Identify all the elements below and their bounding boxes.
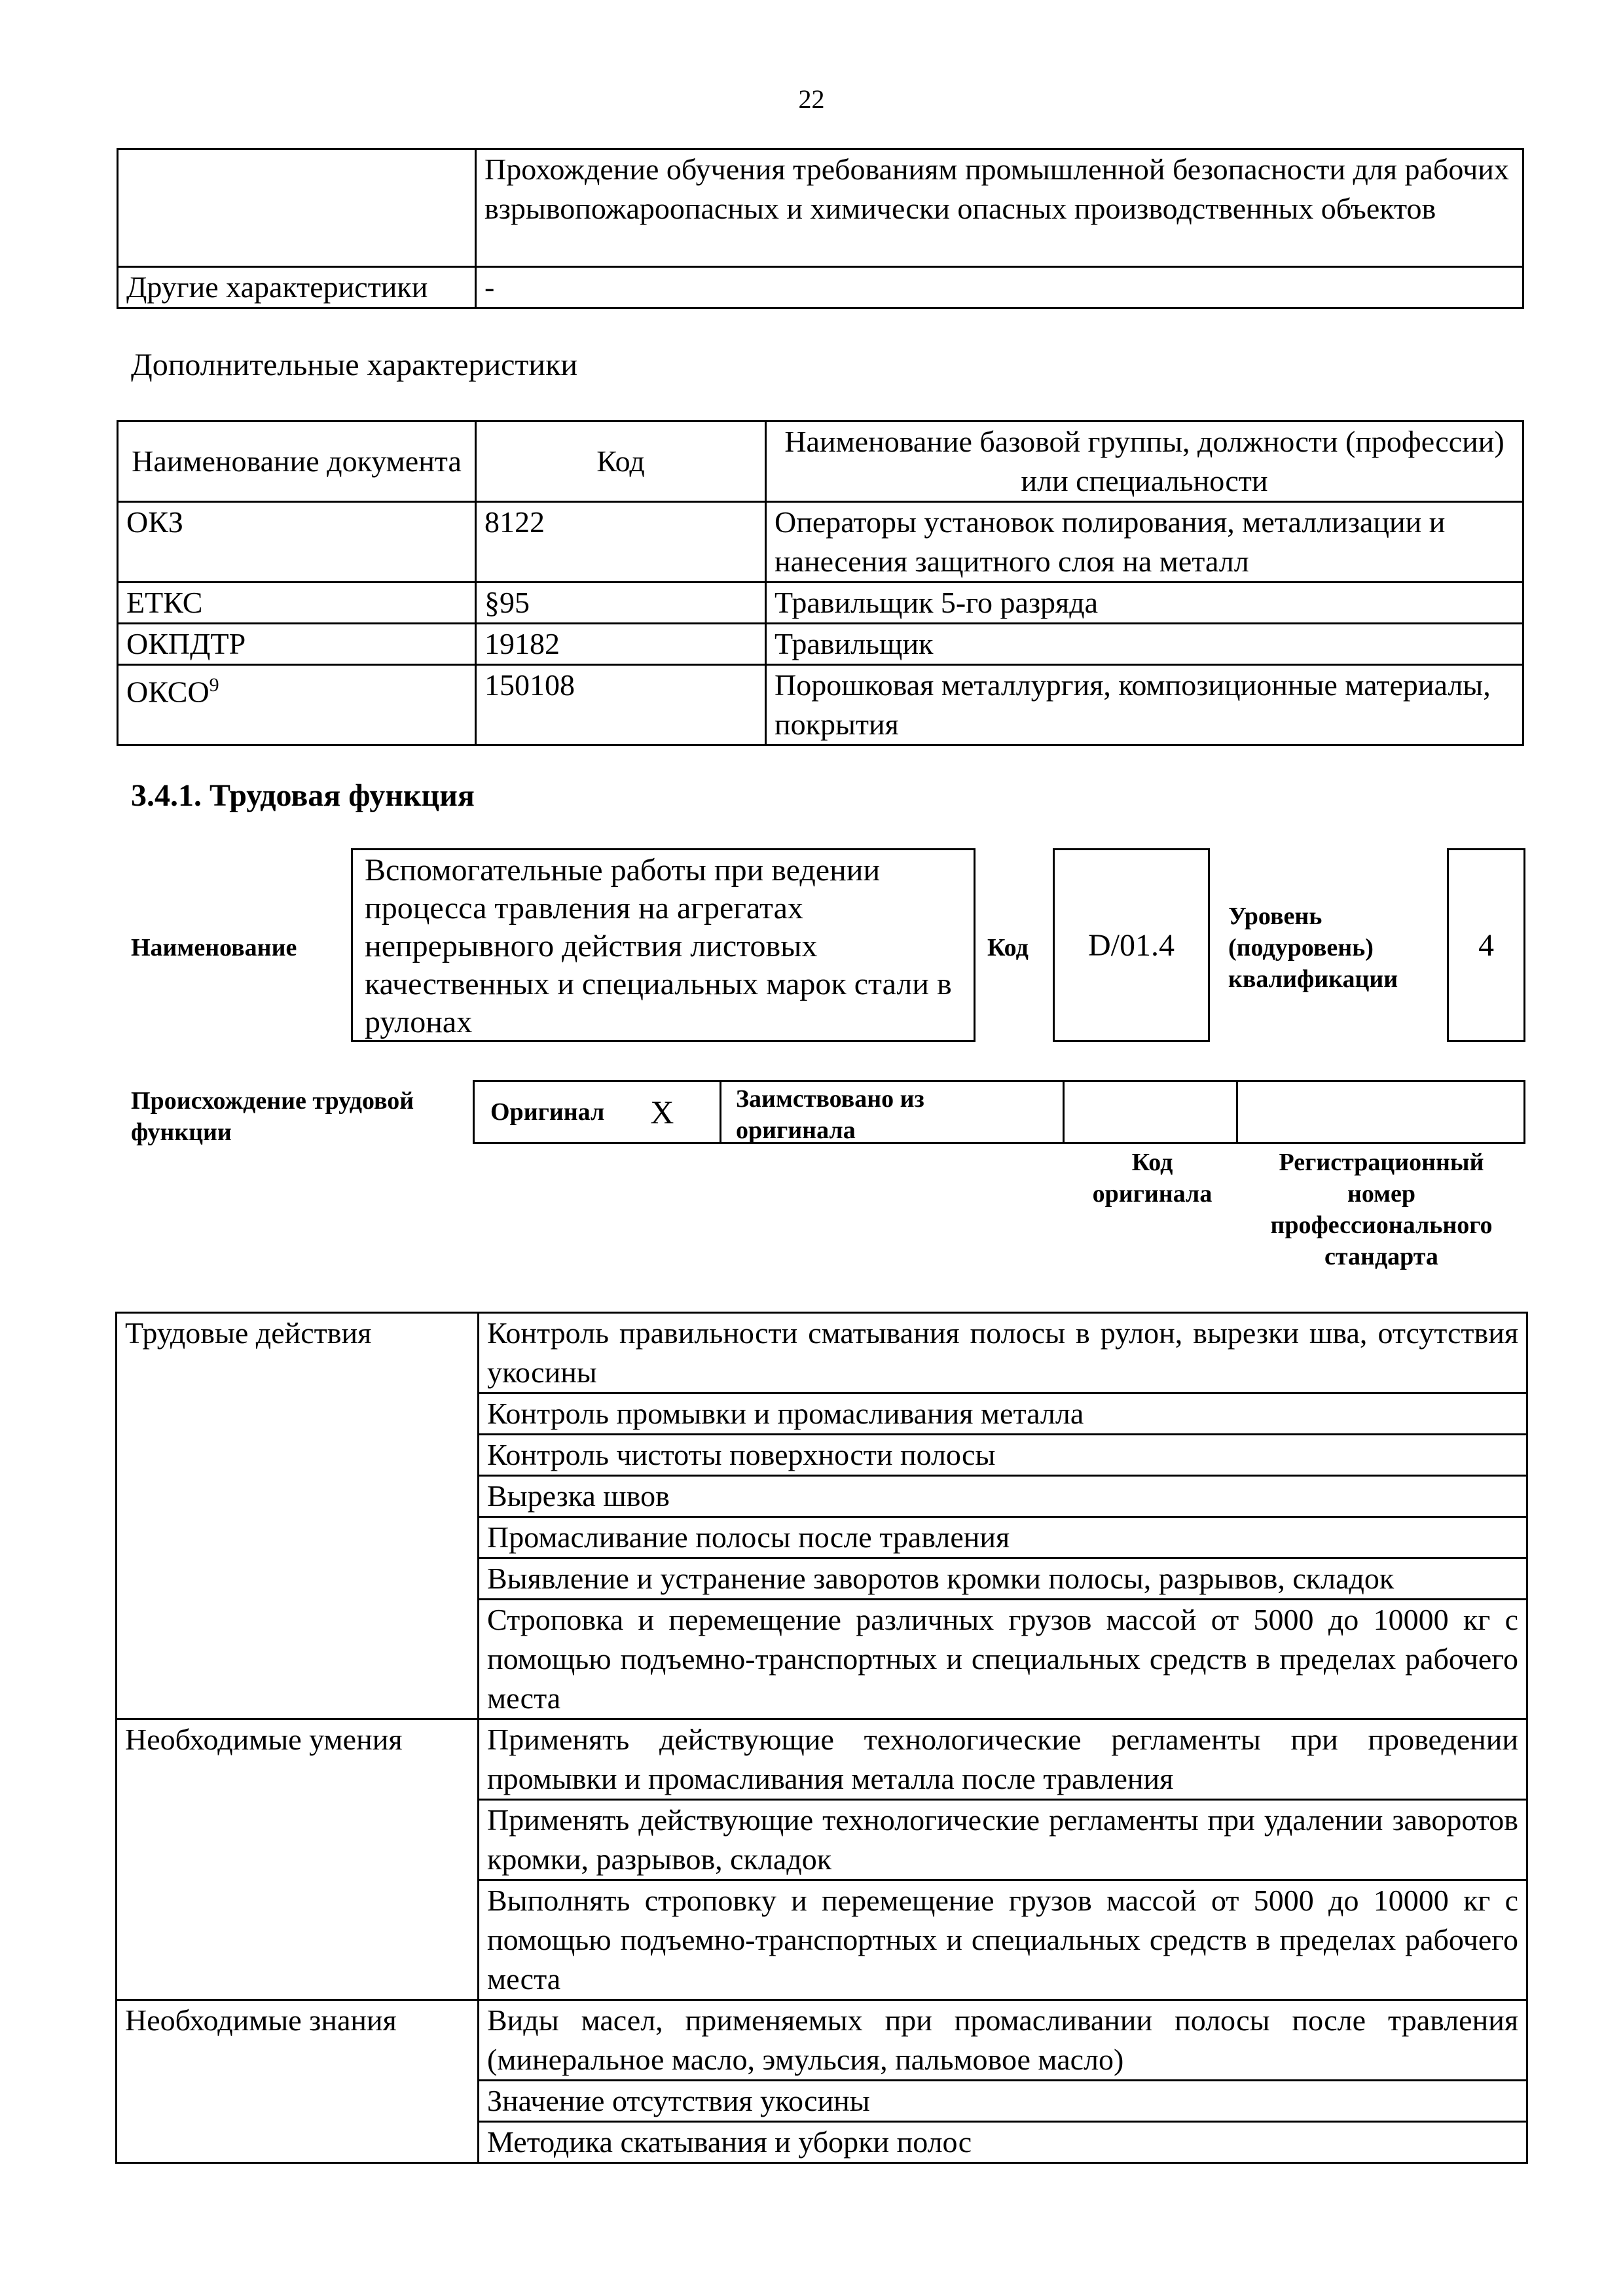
column-header: Наименование базовой группы, должности (профессии) или специальности (766, 422, 1523, 502)
list-item: Вырезка швов (479, 1476, 1527, 1517)
list-item: Виды масел, применяемых при промасливании полосы после травления (минеральное масло, эмульсия, пальмовое масло) (479, 2000, 1527, 2081)
table-row (118, 665, 1523, 745)
cell-label: Другие характеристики (118, 267, 476, 308)
cell-label (118, 149, 476, 267)
list-item: Промасливание полосы после травления (479, 1517, 1527, 1558)
group-label: Трудовые действия (117, 1313, 479, 1719)
top-table (117, 148, 1524, 309)
name-cell: Операторы установок полирования, металлизации и нанесения защитного слоя на металл (766, 502, 1523, 583)
list-item: Контроль правильности сматывания полосы в рулон, вырезки шва, отсутствия укосины (479, 1313, 1527, 1393)
name-cell: Травильщик 5-го разряда (766, 583, 1523, 624)
table-header-row (118, 422, 1523, 502)
list-item: Контроль промывки и промасливания металла (479, 1393, 1527, 1435)
list-item: Применять действующие технологические регламенты при удалении заворотов кромки, разрывов, складок (479, 1800, 1527, 1880)
table-row (118, 502, 1523, 583)
table-row (117, 1313, 1527, 1393)
table-row (118, 149, 1523, 267)
list-item: Выполнять строповку и перемещение грузов массой от 5000 до 10000 кг с помощью подъемно-транспортных и специальных средств в пределах рабочего места (479, 1880, 1527, 2000)
code-cell: 19182 (476, 624, 766, 665)
details-table (115, 1312, 1528, 2164)
list-item: Строповка и перемещение различных грузов массой от 5000 до 10000 кг с помощью подъемно-транспортных и специальных средств в пределах рабочего места (479, 1600, 1527, 1719)
function-level-value: 4 (1447, 848, 1525, 1042)
table-row (118, 624, 1523, 665)
function-name-value: Вспомогательные работы при ведении процесса травления на агрегатах непрерывного действия листовых качественных и специальных марок стали в рулонах (351, 848, 976, 1042)
code-cell: §95 (476, 583, 766, 624)
table-row (118, 267, 1523, 308)
origin-borrowed-label: Заимствовано из оригинала (736, 1085, 924, 1144)
list-item: Значение отсутствия укосины (479, 2081, 1527, 2122)
additional-heading: Дополнительные характеристики (131, 348, 578, 382)
group-label: Необходимые умения (117, 1719, 479, 2000)
footnote-mark: 9 (209, 674, 219, 696)
doc-cell: ОКПДТР (118, 624, 476, 665)
doc-cell: ЕТКС (118, 583, 476, 624)
code-cell: 8122 (476, 502, 766, 583)
function-code-label: Код (987, 934, 1029, 961)
list-item: Методика скатывания и уборки полос (479, 2122, 1527, 2163)
page-number: 22 (798, 84, 825, 114)
section-heading: 3.4.1. Трудовая функция (131, 778, 475, 813)
origin-label: Происхождение трудовой функции (131, 1087, 414, 1146)
cell-value: Прохождение обучения требованиям промышленной безопасности для рабочих взрывопожароопасных и химически опасных производственных объектов (476, 149, 1523, 267)
doc-name: ОКСО (126, 675, 210, 709)
origin-code-caption: Код оригинала (1092, 1149, 1213, 1208)
additional-table (117, 420, 1524, 746)
table-row (117, 1719, 1527, 1800)
name-cell: Порошковая металлургия, композиционные материалы, покрытия (766, 665, 1523, 745)
column-header: Код (476, 422, 766, 502)
table-row (117, 2000, 1527, 2081)
name-cell: Травильщик (766, 624, 1523, 665)
origin-reg-cell (1236, 1080, 1525, 1144)
code-cell: 150108 (476, 665, 766, 745)
list-item: Контроль чистоты поверхности полосы (479, 1435, 1527, 1476)
function-level-label: Уровень (подуровень) квалификации (1228, 903, 1398, 993)
function-name-label: Наименование (131, 934, 297, 961)
origin-reg-caption: Регистрационный номер профессионального стандарта (1270, 1149, 1493, 1270)
origin-original-mark: X (650, 1094, 674, 1130)
cell-value: - (476, 267, 1523, 308)
group-label: Необходимые знания (117, 2000, 479, 2163)
doc-cell (118, 665, 476, 745)
origin-original-cell (473, 1080, 721, 1144)
origin-code-cell (1063, 1080, 1238, 1144)
list-item: Применять действующие технологические регламенты при проведении промывки и промасливания металла после травления (479, 1719, 1527, 1800)
function-code-value: D/01.4 (1053, 848, 1210, 1042)
list-item: Выявление и устранение заворотов кромки полосы, разрывов, складок (479, 1558, 1527, 1600)
doc-cell: ОКЗ (118, 502, 476, 583)
origin-borrowed-cell (720, 1080, 1065, 1144)
table-row (118, 583, 1523, 624)
origin-original-label: Оригинал (490, 1098, 605, 1126)
column-header: Наименование документа (118, 422, 476, 502)
